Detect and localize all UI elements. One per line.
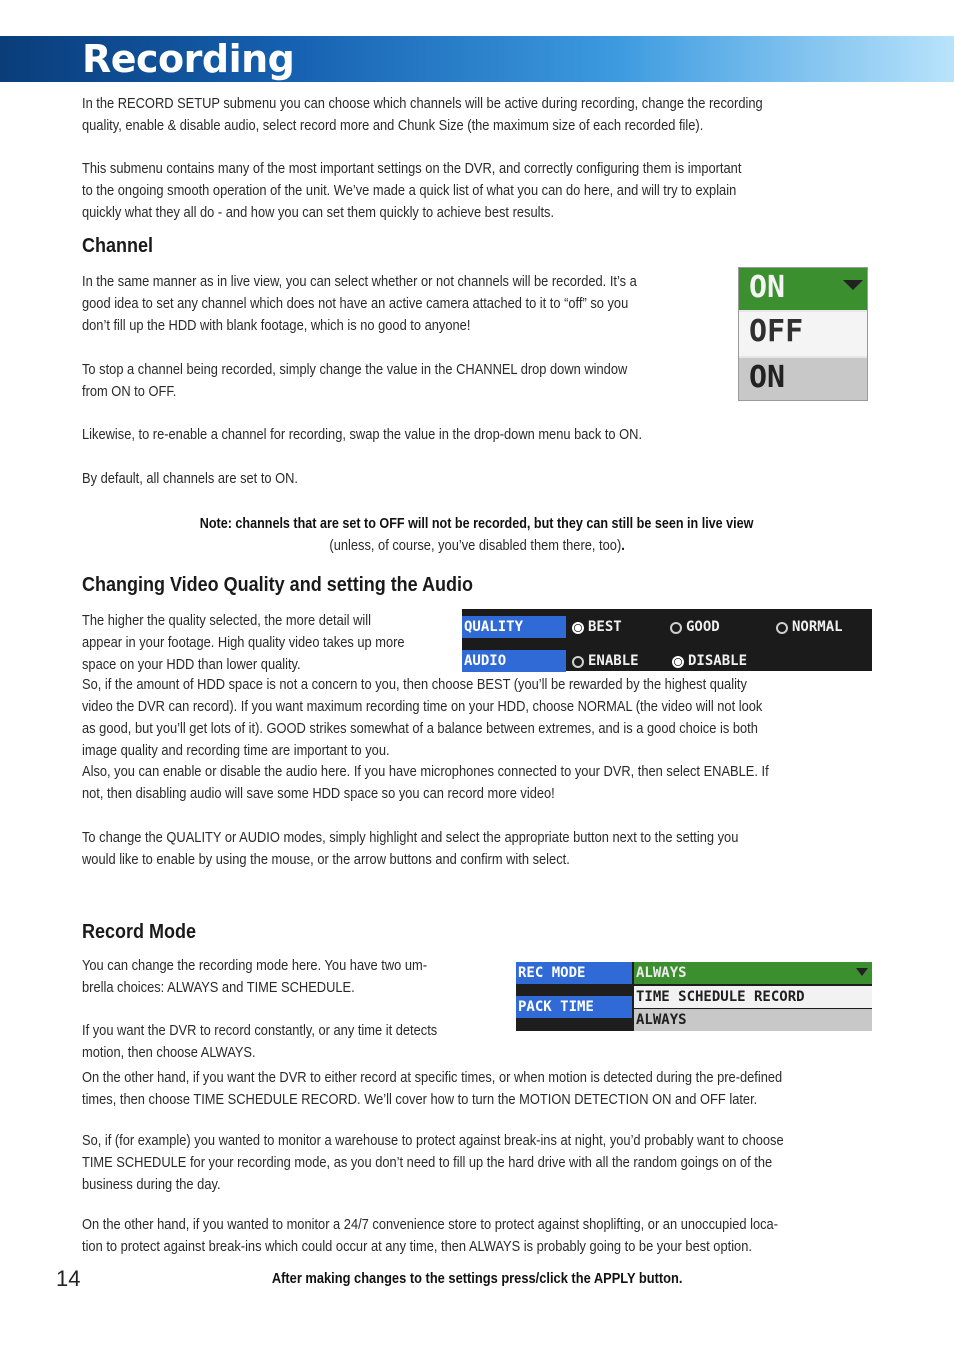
channel-paragraph-1 <box>82 271 637 337</box>
quality-heading: Changing Video Quality and setting the Audio <box>82 574 474 596</box>
audio-option-enable <box>572 650 639 672</box>
page-number: 14 <box>56 1266 81 1291</box>
text-line: as good, but you’ll get lots of it). GOOD strikes somewhat of a balance between extremes, and is a good choice is both <box>82 721 758 737</box>
quality-option-best <box>572 616 622 638</box>
dropdown-option-on <box>739 358 867 400</box>
record-mode-paragraph-3 <box>82 1067 782 1111</box>
text-line: On the other hand, if you want the DVR to either record at specific times, or when motion is detected during the pre-defined <box>82 1070 783 1086</box>
channel-heading: Channel <box>82 235 154 257</box>
option-label: ENABLE <box>588 653 639 669</box>
pack-time-label: PACK TIME <box>516 996 632 1018</box>
text-line: So, if the amount of HDD space is not a concern to you, then choose BEST (you’ll be rewarded by the highest quality <box>82 677 747 693</box>
record-mode-paragraph-2 <box>82 1020 437 1064</box>
text-line: So, if (for example) you wanted to monitor a warehouse to protect against break-ins at night, you’d probably want to choose <box>82 1133 784 1149</box>
radio-selected-icon <box>672 656 684 668</box>
text-line: quality, enable & disable audio, select record more and Chunk Size (the maximum size of each recorded file). <box>82 118 704 134</box>
quality-audio-settings-image <box>462 609 872 671</box>
rec-mode-label: REC MODE <box>516 962 632 984</box>
record-mode-paragraph-5 <box>82 1214 778 1258</box>
dropdown-selected-label: ON <box>749 270 786 305</box>
dropdown-option-label: ON <box>749 360 786 395</box>
text-line: video the DVR can record). If you want maximum recording time on your HDD, choose NORMAL (the video will not look <box>82 699 763 715</box>
channel-paragraph-3: Likewise, to re-enable a channel for recording, swap the value in the drop-down menu back to ON. <box>82 427 643 443</box>
text-line: quickly what they all do - and how you can set them quickly to achieve best results. <box>82 205 555 221</box>
intro-paragraph-1 <box>82 93 763 137</box>
record-mode-paragraph-1 <box>82 955 427 999</box>
quality-option-good <box>670 616 720 638</box>
text-line: tion to protect against break-ins which could occur at any time, then ALWAYS is probably going to be your best option. <box>82 1239 752 1255</box>
dropdown-selected <box>739 268 867 310</box>
option-label: BEST <box>588 619 622 635</box>
text-line: The higher the quality selected, the more detail will <box>82 613 371 629</box>
text-line: If you want the DVR to record constantly, or any time it detects <box>82 1023 438 1039</box>
note-bold-text: Note: channels that are set to OFF will not be recorded, but they can still be seen in live view <box>200 516 754 532</box>
intro-paragraph-2 <box>82 158 741 224</box>
text-line: good idea to set any channel which does not have an active camera attached to it to “off” so you <box>82 296 629 312</box>
option-label: DISABLE <box>688 653 748 669</box>
record-mode-selected <box>634 962 872 984</box>
text-line: In the same manner as in live view, you can select whether or not channels will be recorded. It’s a <box>82 274 637 290</box>
text-line: to the ongoing smooth operation of the unit. We’ve made a quick list of what you can do here, and will try to explain <box>82 183 737 199</box>
radio-icon <box>572 656 584 668</box>
text-line: In the RECORD SETUP submenu you can choose which channels will be active during recording, change the recording <box>82 96 763 112</box>
text-line: don’t fill up the HDD with blank footage, which is no good to anyone! <box>82 318 471 334</box>
text-line: To change the QUALITY or AUDIO modes, simply highlight and select the appropriate button next to the setting you <box>82 830 739 846</box>
radio-selected-icon <box>572 622 584 634</box>
option-label: NORMAL <box>792 619 843 635</box>
dropdown-option-off <box>739 312 867 356</box>
chevron-down-icon <box>843 280 863 290</box>
radio-icon <box>776 622 788 634</box>
text-line: To stop a channel being recorded, simply change the value in the CHANNEL drop down window <box>82 362 628 378</box>
quality-paragraph-2 <box>82 674 762 762</box>
text-line: from ON to OFF. <box>82 384 177 400</box>
note-normal-text: (unless, of course, you’ve disabled them there, too) <box>329 538 622 554</box>
text-line: You can change the recording mode here. You have two um- <box>82 958 428 974</box>
quality-label: QUALITY <box>462 616 566 638</box>
audio-label: AUDIO <box>462 650 566 672</box>
text-line: appear in your footage. High quality video takes up more <box>82 635 405 651</box>
note-period: . <box>621 538 625 554</box>
record-mode-heading: Record Mode <box>82 921 197 943</box>
channel-note <box>0 513 954 557</box>
footer-note <box>0 1268 954 1290</box>
quality-option-normal <box>776 616 843 638</box>
title-banner <box>0 36 954 82</box>
text-line: image quality and recording time are important to you. <box>82 743 390 759</box>
channel-dropdown-image <box>738 267 868 401</box>
audio-option-disable <box>672 650 747 672</box>
chevron-down-icon <box>856 968 868 976</box>
text-line: times, then choose TIME SCHEDULE RECORD. We’ll cover how to turn the MOTION DETECTION ON and OFF later. <box>82 1092 758 1108</box>
text-line: brella choices: ALWAYS and TIME SCHEDULE. <box>82 980 355 996</box>
quality-paragraph-3 <box>82 761 769 805</box>
selected-label: ALWAYS <box>636 965 687 981</box>
footer-note-text: After making changes to the settings press/click the APPLY button. <box>271 1271 683 1287</box>
radio-icon <box>670 622 682 634</box>
page-title: Recording <box>82 37 295 81</box>
record-mode-option-schedule: TIME SCHEDULE RECORD <box>634 986 872 1008</box>
channel-paragraph-4: By default, all channels are set to ON. <box>82 471 298 487</box>
option-label: GOOD <box>686 619 720 635</box>
text-line: This submenu contains many of the most important settings on the DVR, and correctly configuring them is important <box>82 161 742 177</box>
text-line: TIME SCHEDULE for your recording mode, as you don’t need to fill up the hard drive with all the random goings on of the <box>82 1155 773 1171</box>
note-line-2 <box>329 535 624 557</box>
channel-paragraph-2 <box>82 359 627 403</box>
quality-paragraph-4 <box>82 827 738 871</box>
record-mode-paragraph-4 <box>82 1130 784 1196</box>
record-mode-option-always: ALWAYS <box>634 1009 872 1031</box>
text-line: motion, then choose ALWAYS. <box>82 1045 256 1061</box>
dropdown-option-label: OFF <box>749 314 804 349</box>
record-mode-settings-image <box>516 962 872 1031</box>
text-line: On the other hand, if you wanted to monitor a 24/7 convenience store to protect against shoplifting, or an unoccupied loca- <box>82 1217 778 1233</box>
quality-paragraph-1 <box>82 610 405 676</box>
text-line: space on your HDD than lower quality. <box>82 657 301 673</box>
text-line: Also, you can enable or disable the audio here. If you have microphones connected to your DVR, then select ENABLE. If <box>82 764 769 780</box>
text-line: not, then disabling audio will save some HDD space so you can record more video! <box>82 786 555 802</box>
text-line: would like to enable by using the mouse, or the arrow buttons and confirm with select. <box>82 852 570 868</box>
text-line: business during the day. <box>82 1177 221 1193</box>
